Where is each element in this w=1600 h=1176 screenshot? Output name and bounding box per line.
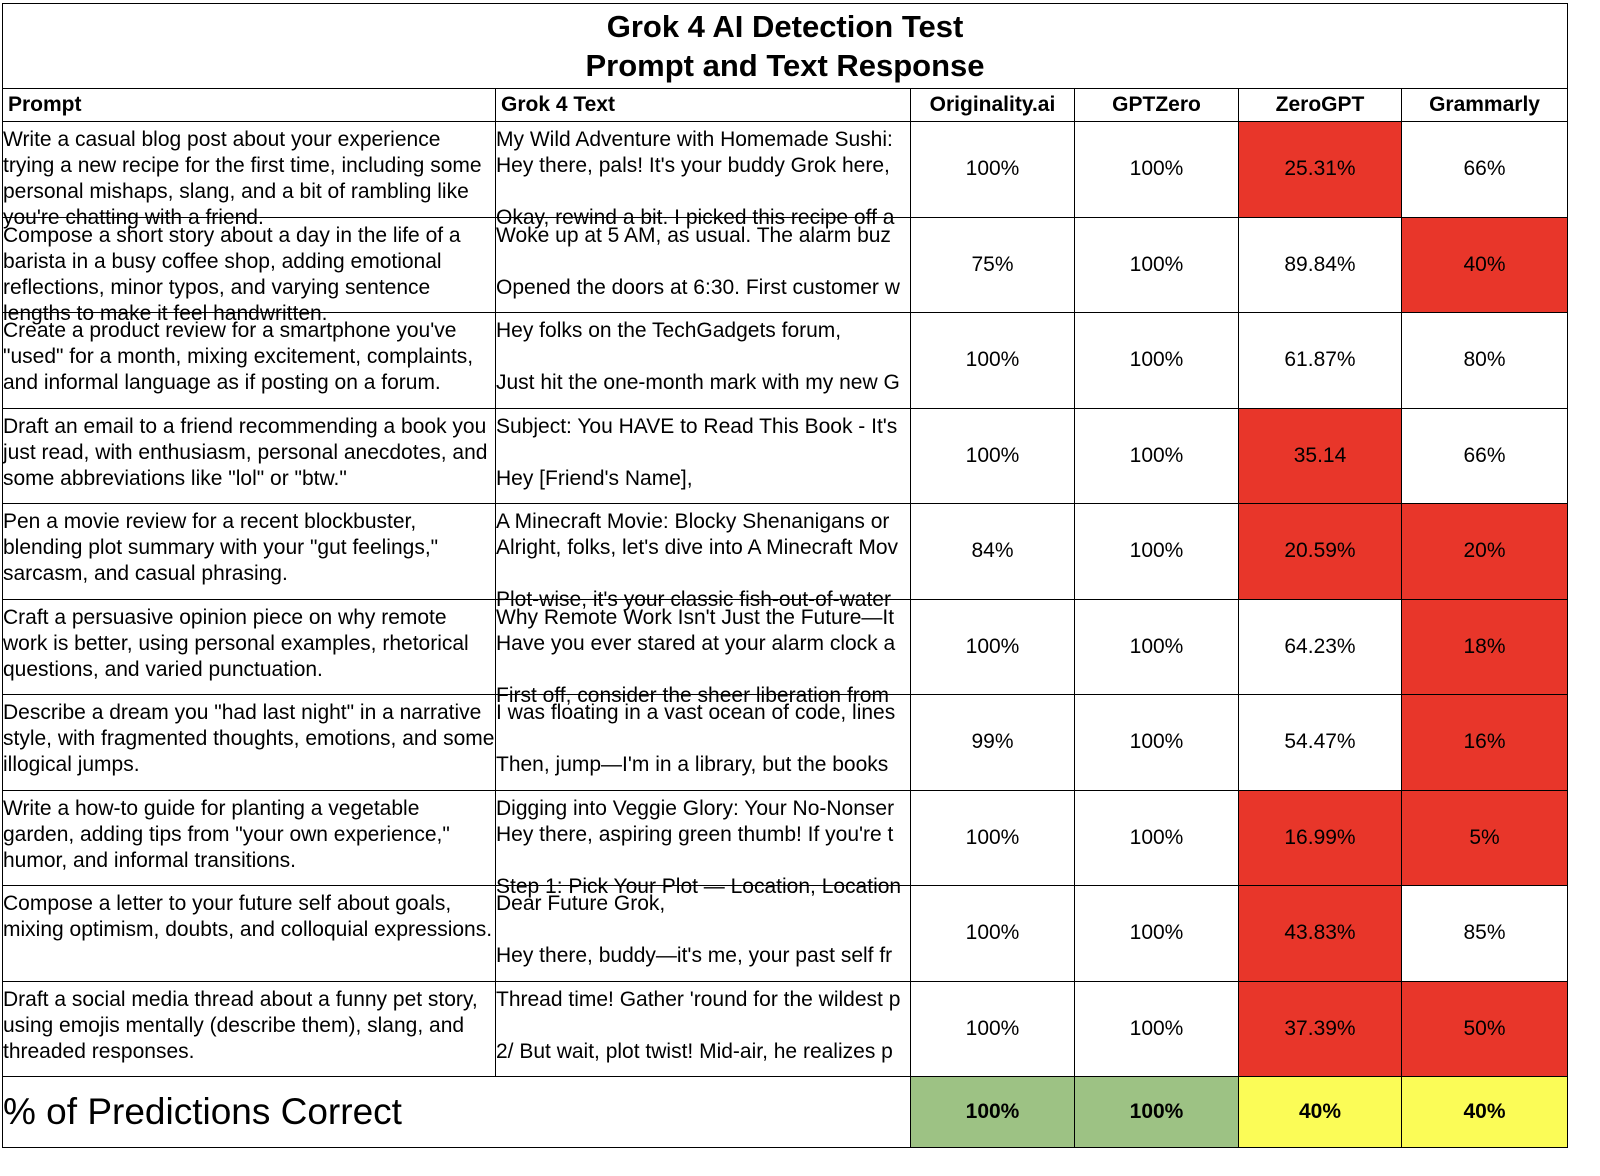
header-zerogpt[interactable]: ZeroGPT: [1239, 89, 1402, 122]
gptzero-score[interactable]: 100%: [1075, 408, 1239, 504]
table-row: [3, 217, 1568, 313]
zerogpt-score[interactable]: 25.31%: [1239, 122, 1402, 218]
prompt-text: Draft an email to a friend recommending a book you just read, with enthusiasm, personal anecdotes, and some abbreviations like "lol" or "btw.": [3, 414, 488, 490]
zerogpt-score[interactable]: 35.14: [1239, 408, 1402, 504]
grammarly-score[interactable]: 66%: [1402, 408, 1568, 504]
results-table: [2, 3, 1568, 1148]
originality-score[interactable]: 75%: [911, 217, 1075, 313]
gptzero-score[interactable]: 100%: [1075, 695, 1239, 791]
table-row: [3, 981, 1568, 1077]
prompt-text: Draft a social media thread about a funny pet story, using emojis mentally (describe them), slang, and threaded responses.: [3, 987, 478, 1063]
footer-gptzero[interactable]: 100%: [1075, 1077, 1239, 1148]
prompt-cell[interactable]: [3, 695, 496, 791]
originality-score[interactable]: 100%: [911, 122, 1075, 218]
grok-text-cell[interactable]: [496, 217, 911, 313]
prompt-text: Create a product review for a smartphone you've "used" for a month, mixing excitement, complaints, and informal language as if posting on a forum.: [3, 319, 474, 395]
originality-score[interactable]: 100%: [911, 313, 1075, 409]
prompt-text: Compose a short story about a day in the life of a barista in a busy coffee shop, adding emotional reflections, minor typos, and varying sentence lengths to make it feel handwritten.: [3, 223, 461, 325]
header-grok-text[interactable]: Grok 4 Text: [496, 89, 911, 122]
originality-score[interactable]: 100%: [911, 981, 1075, 1077]
gptzero-score[interactable]: 100%: [1075, 217, 1239, 313]
grok-text-cell[interactable]: [496, 886, 911, 982]
grok-text: I was floating in a vast ocean of code, lines Then, jump—I'm in a library, but the books: [496, 701, 896, 777]
originality-score[interactable]: 99%: [911, 695, 1075, 791]
zerogpt-score[interactable]: 54.47%: [1239, 695, 1402, 791]
originality-score[interactable]: 100%: [911, 886, 1075, 982]
prompt-text: Describe a dream you "had last night" in a narrative style, with fragmented thoughts, emotions, and some illogical jumps.: [3, 701, 495, 777]
header-row: [3, 89, 1568, 122]
grok-text-cell[interactable]: [496, 695, 911, 791]
table-row: [3, 790, 1568, 886]
gptzero-score[interactable]: 100%: [1075, 981, 1239, 1077]
footer-zerogpt[interactable]: 40%: [1239, 1077, 1402, 1148]
grok-text-cell[interactable]: [496, 790, 911, 898]
prompt-text: Write a casual blog post about your experience trying a new recipe for the first time, including some personal mishaps, slang, and a bit of rambling like you're chatting with a friend.: [3, 128, 482, 230]
footer-label[interactable]: % of Predictions Correct: [3, 1077, 911, 1148]
table-row: [3, 122, 1568, 218]
gptzero-score[interactable]: 100%: [1075, 599, 1239, 695]
originality-score[interactable]: 84%: [911, 504, 1075, 600]
zerogpt-score[interactable]: 43.83%: [1239, 886, 1402, 982]
grok-text: Subject: You HAVE to Read This Book - It's Hey [Friend's Name],: [496, 414, 898, 490]
grammarly-score[interactable]: 85%: [1402, 886, 1568, 982]
prompt-cell[interactable]: [3, 599, 496, 695]
originality-score[interactable]: 100%: [911, 790, 1075, 886]
prompt-cell[interactable]: [3, 886, 496, 982]
table-row: [3, 408, 1568, 504]
grok-text: Why Remote Work Isn't Just the Future—It Have you ever stared at your alarm clock a First off, consider the sheer liberation from: [496, 605, 896, 707]
grok-text-cell[interactable]: [496, 504, 911, 612]
zerogpt-score[interactable]: 64.23%: [1239, 599, 1402, 695]
footer-grammarly[interactable]: 40%: [1402, 1077, 1568, 1148]
grammarly-score[interactable]: 20%: [1402, 504, 1568, 600]
grok-text-cell[interactable]: [496, 981, 911, 1077]
grammarly-score[interactable]: 80%: [1402, 313, 1568, 409]
table-row: [3, 886, 1568, 982]
prompt-text: Compose a letter to your future self about goals, mixing optimism, doubts, and colloquial expressions.: [3, 892, 493, 942]
grok-text: Digging into Veggie Glory: Your No-Nonser Hey there, aspiring green thumb! If you're t Step 1: Pick Your Plot — Location, Location: [496, 796, 902, 898]
grammarly-score[interactable]: 66%: [1402, 122, 1568, 218]
grammarly-score[interactable]: 16%: [1402, 695, 1568, 791]
gptzero-score[interactable]: 100%: [1075, 122, 1239, 218]
header-originality[interactable]: Originality.ai: [911, 89, 1075, 122]
grok-text: Woke up at 5 AM, as usual. The alarm buz Opened the doors at 6:30. First customer w: [496, 223, 900, 299]
prompt-cell[interactable]: [3, 122, 496, 230]
zerogpt-score[interactable]: 20.59%: [1239, 504, 1402, 600]
grok-text-cell[interactable]: [496, 313, 911, 409]
prompt-cell[interactable]: [3, 504, 496, 600]
prompt-text: Write a how-to guide for planting a vegetable garden, adding tips from "your own experience," humor, and informal transitions.: [3, 796, 450, 872]
grok-text: A Minecraft Movie: Blocky Shenanigans or Alright, folks, let's dive into A Minecraft Mov Plot-wise, it's your classic fish-out-of-water: [496, 510, 899, 612]
prompt-cell[interactable]: [3, 313, 496, 409]
gptzero-score[interactable]: 100%: [1075, 886, 1239, 982]
gptzero-score[interactable]: 100%: [1075, 504, 1239, 600]
title-line-2: Prompt and Text Response: [585, 48, 985, 83]
table-title: [3, 4, 1568, 89]
footer-row: [3, 1077, 1568, 1148]
table-row: [3, 313, 1568, 409]
prompt-cell[interactable]: [3, 790, 496, 886]
grok-text-cell[interactable]: [496, 599, 911, 707]
grok-text-cell[interactable]: [496, 408, 911, 504]
title-line-1: Grok 4 AI Detection Test: [606, 9, 964, 44]
gptzero-score[interactable]: 100%: [1075, 790, 1239, 886]
grok-text-cell[interactable]: [496, 122, 911, 230]
grammarly-score[interactable]: 5%: [1402, 790, 1568, 886]
prompt-cell[interactable]: [3, 408, 496, 504]
gptzero-score[interactable]: 100%: [1075, 313, 1239, 409]
prompt-text: Pen a movie review for a recent blockbuster, blending plot summary with your "gut feelings," sarcasm, and casual phrasing.: [3, 510, 439, 586]
zerogpt-score[interactable]: 37.39%: [1239, 981, 1402, 1077]
grok-text: Hey folks on the TechGadgets forum, Just hit the one-month mark with my new G: [496, 319, 900, 395]
grammarly-score[interactable]: 18%: [1402, 599, 1568, 695]
grok-text: Thread time! Gather 'round for the wildest p 2/ But wait, plot twist! Mid-air, he realizes p: [496, 987, 901, 1063]
grammarly-score[interactable]: 50%: [1402, 981, 1568, 1077]
prompt-text: Craft a persuasive opinion piece on why remote work is better, using personal examples, rhetorical questions, and varied punctuation.: [3, 605, 469, 681]
header-prompt[interactable]: Prompt: [3, 89, 496, 122]
table-row: [3, 504, 1568, 600]
zerogpt-score[interactable]: 61.87%: [1239, 313, 1402, 409]
prompt-cell[interactable]: [3, 217, 496, 325]
zerogpt-score[interactable]: 16.99%: [1239, 790, 1402, 886]
zerogpt-score[interactable]: 89.84%: [1239, 217, 1402, 313]
originality-score[interactable]: 100%: [911, 408, 1075, 504]
table-row: [3, 599, 1568, 695]
grok-text: My Wild Adventure with Homemade Sushi: Hey there, pals! It's your buddy Grok here, Okay, rewind a bit. I picked this recipe off a: [496, 128, 895, 230]
grammarly-score[interactable]: 40%: [1402, 217, 1568, 313]
footer-originality[interactable]: 100%: [911, 1077, 1075, 1148]
table-row: [3, 695, 1568, 791]
prompt-cell[interactable]: [3, 981, 496, 1077]
header-grammarly[interactable]: Grammarly: [1402, 89, 1568, 122]
grok-text: Dear Future Grok, Hey there, buddy—it's me, your past self fr: [496, 892, 893, 968]
originality-score[interactable]: 100%: [911, 599, 1075, 695]
header-gptzero[interactable]: GPTZero: [1075, 89, 1239, 122]
